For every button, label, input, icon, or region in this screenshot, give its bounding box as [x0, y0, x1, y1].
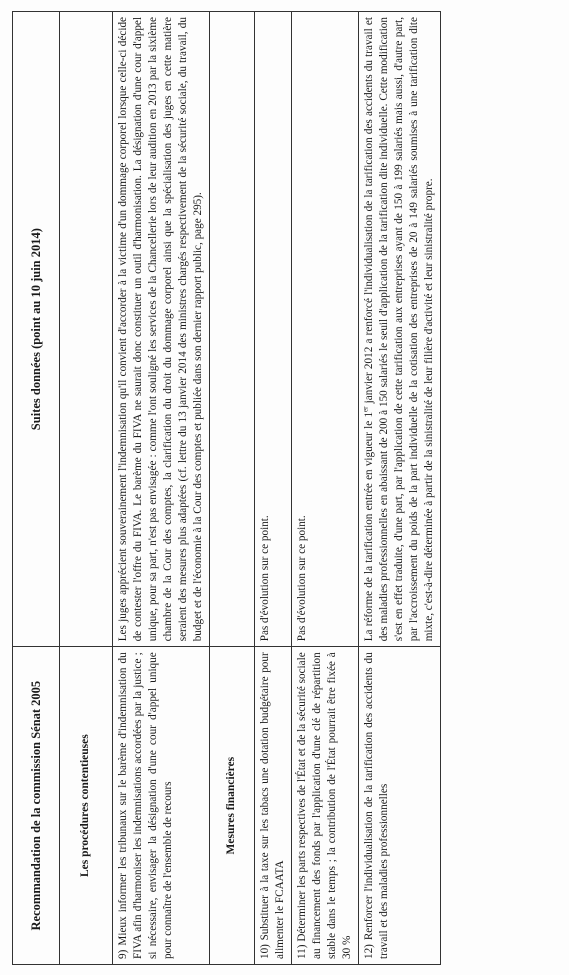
recommendation-cell: 11) Déterminer les parts respectives de l'État et de la sécurité sociale au financement des fonds par l'application d'une clé de répartition stable dans le temps ; la contribution de l'État pourrait être fixée à 30 %	[292, 647, 359, 965]
follow-up-cell: Pas d'évolution sur ce point.	[255, 12, 292, 647]
follow-up-cell: Les juges apprécient souverainement l'indemnisation qu'il convient d'accorder à la victime d'un dommage corporel lorsque celle-ci décide de contester l'offre du FIVA. Le barème du FIVA ne saurait donc constituer un outil d'harmonisation. La désignation d'une cour d'appel unique, pour sa part, n'est pas envisagée : comme l'ont souligné les services de la Chancellerie lors de leur audition en 2013 par la sixième chambre de la Cour des comptes, la clarification du droit du dommage corporel ainsi que la spécialisation des juges en cette matière seraient des mesures plus adaptées (cf. lettre du 13 janvier 2014 des ministres chargés respectivement de la sécurité sociale, du travail, du budget et de l'économie à la Cour des comptes et publiée dans son dernier rapport public, page 295).	[113, 12, 210, 647]
header-follow-up: Suites données (point au 10 juin 2014)	[13, 12, 60, 647]
section-row	[60, 12, 113, 965]
section-row	[210, 12, 255, 965]
empty-cell	[60, 12, 113, 647]
header-recommendation: Recommandation de la commission Sénat 2005	[13, 647, 60, 965]
table-row	[292, 12, 359, 965]
follow-up-cell	[359, 12, 441, 647]
table-row	[255, 12, 292, 965]
empty-cell	[210, 12, 255, 647]
recommendations-table	[12, 11, 441, 965]
section-title: Les procédures contentieuses	[60, 647, 113, 965]
table-row	[359, 12, 441, 965]
follow-up-text-end: janvier 2012 a renforcé l'individualisation de la tarification des accidents du travail et des maladies professionnelles en abaissant de 200 à 150 salariés le seuil d'application de la tarification dite individuelle. Cette modification s'est en effet traduite, d'une part, par l'application de cette tarification aux entreprises ayant de 150 à 199 salariés mais aussi, d'autre part, par l'accroissement du poids de la part individuelle de la cotisation des entreprises de 20 à 149 salariés soumises à une tarification dite mixte, c'est-à-dire déterminée à partir de la sinistralité de leur filière d'activité et leur sinistralité propre.	[363, 17, 435, 642]
section-title: Mesures financières	[210, 647, 255, 965]
recommendation-cell: 9) Mieux informer les tribunaux sur le barème d'indemnisation du FIVA afin d'harmoniser les indemnisations accordées par la justice ; si nécessaire, envisager la désignation d'une cour d'appel unique pour connaître de l'ensemble de recours	[113, 647, 210, 965]
recommendation-cell: 12) Renforcer l'individualisation de la tarification des accidents du travail et des maladies professionnelles	[359, 647, 441, 965]
follow-up-cell: Pas d'évolution sur ce point.	[292, 12, 359, 647]
recommendation-cell: 10) Substituer à la taxe sur les tabacs une dotation budgétaire pour alimenter le FCAATA	[255, 647, 292, 965]
ordinal-superscript: er	[361, 406, 370, 412]
table-row	[113, 12, 210, 965]
table-header-row	[13, 12, 60, 965]
follow-up-text-start: La réforme de la tarification entrée en vigueur le 1	[363, 411, 375, 642]
